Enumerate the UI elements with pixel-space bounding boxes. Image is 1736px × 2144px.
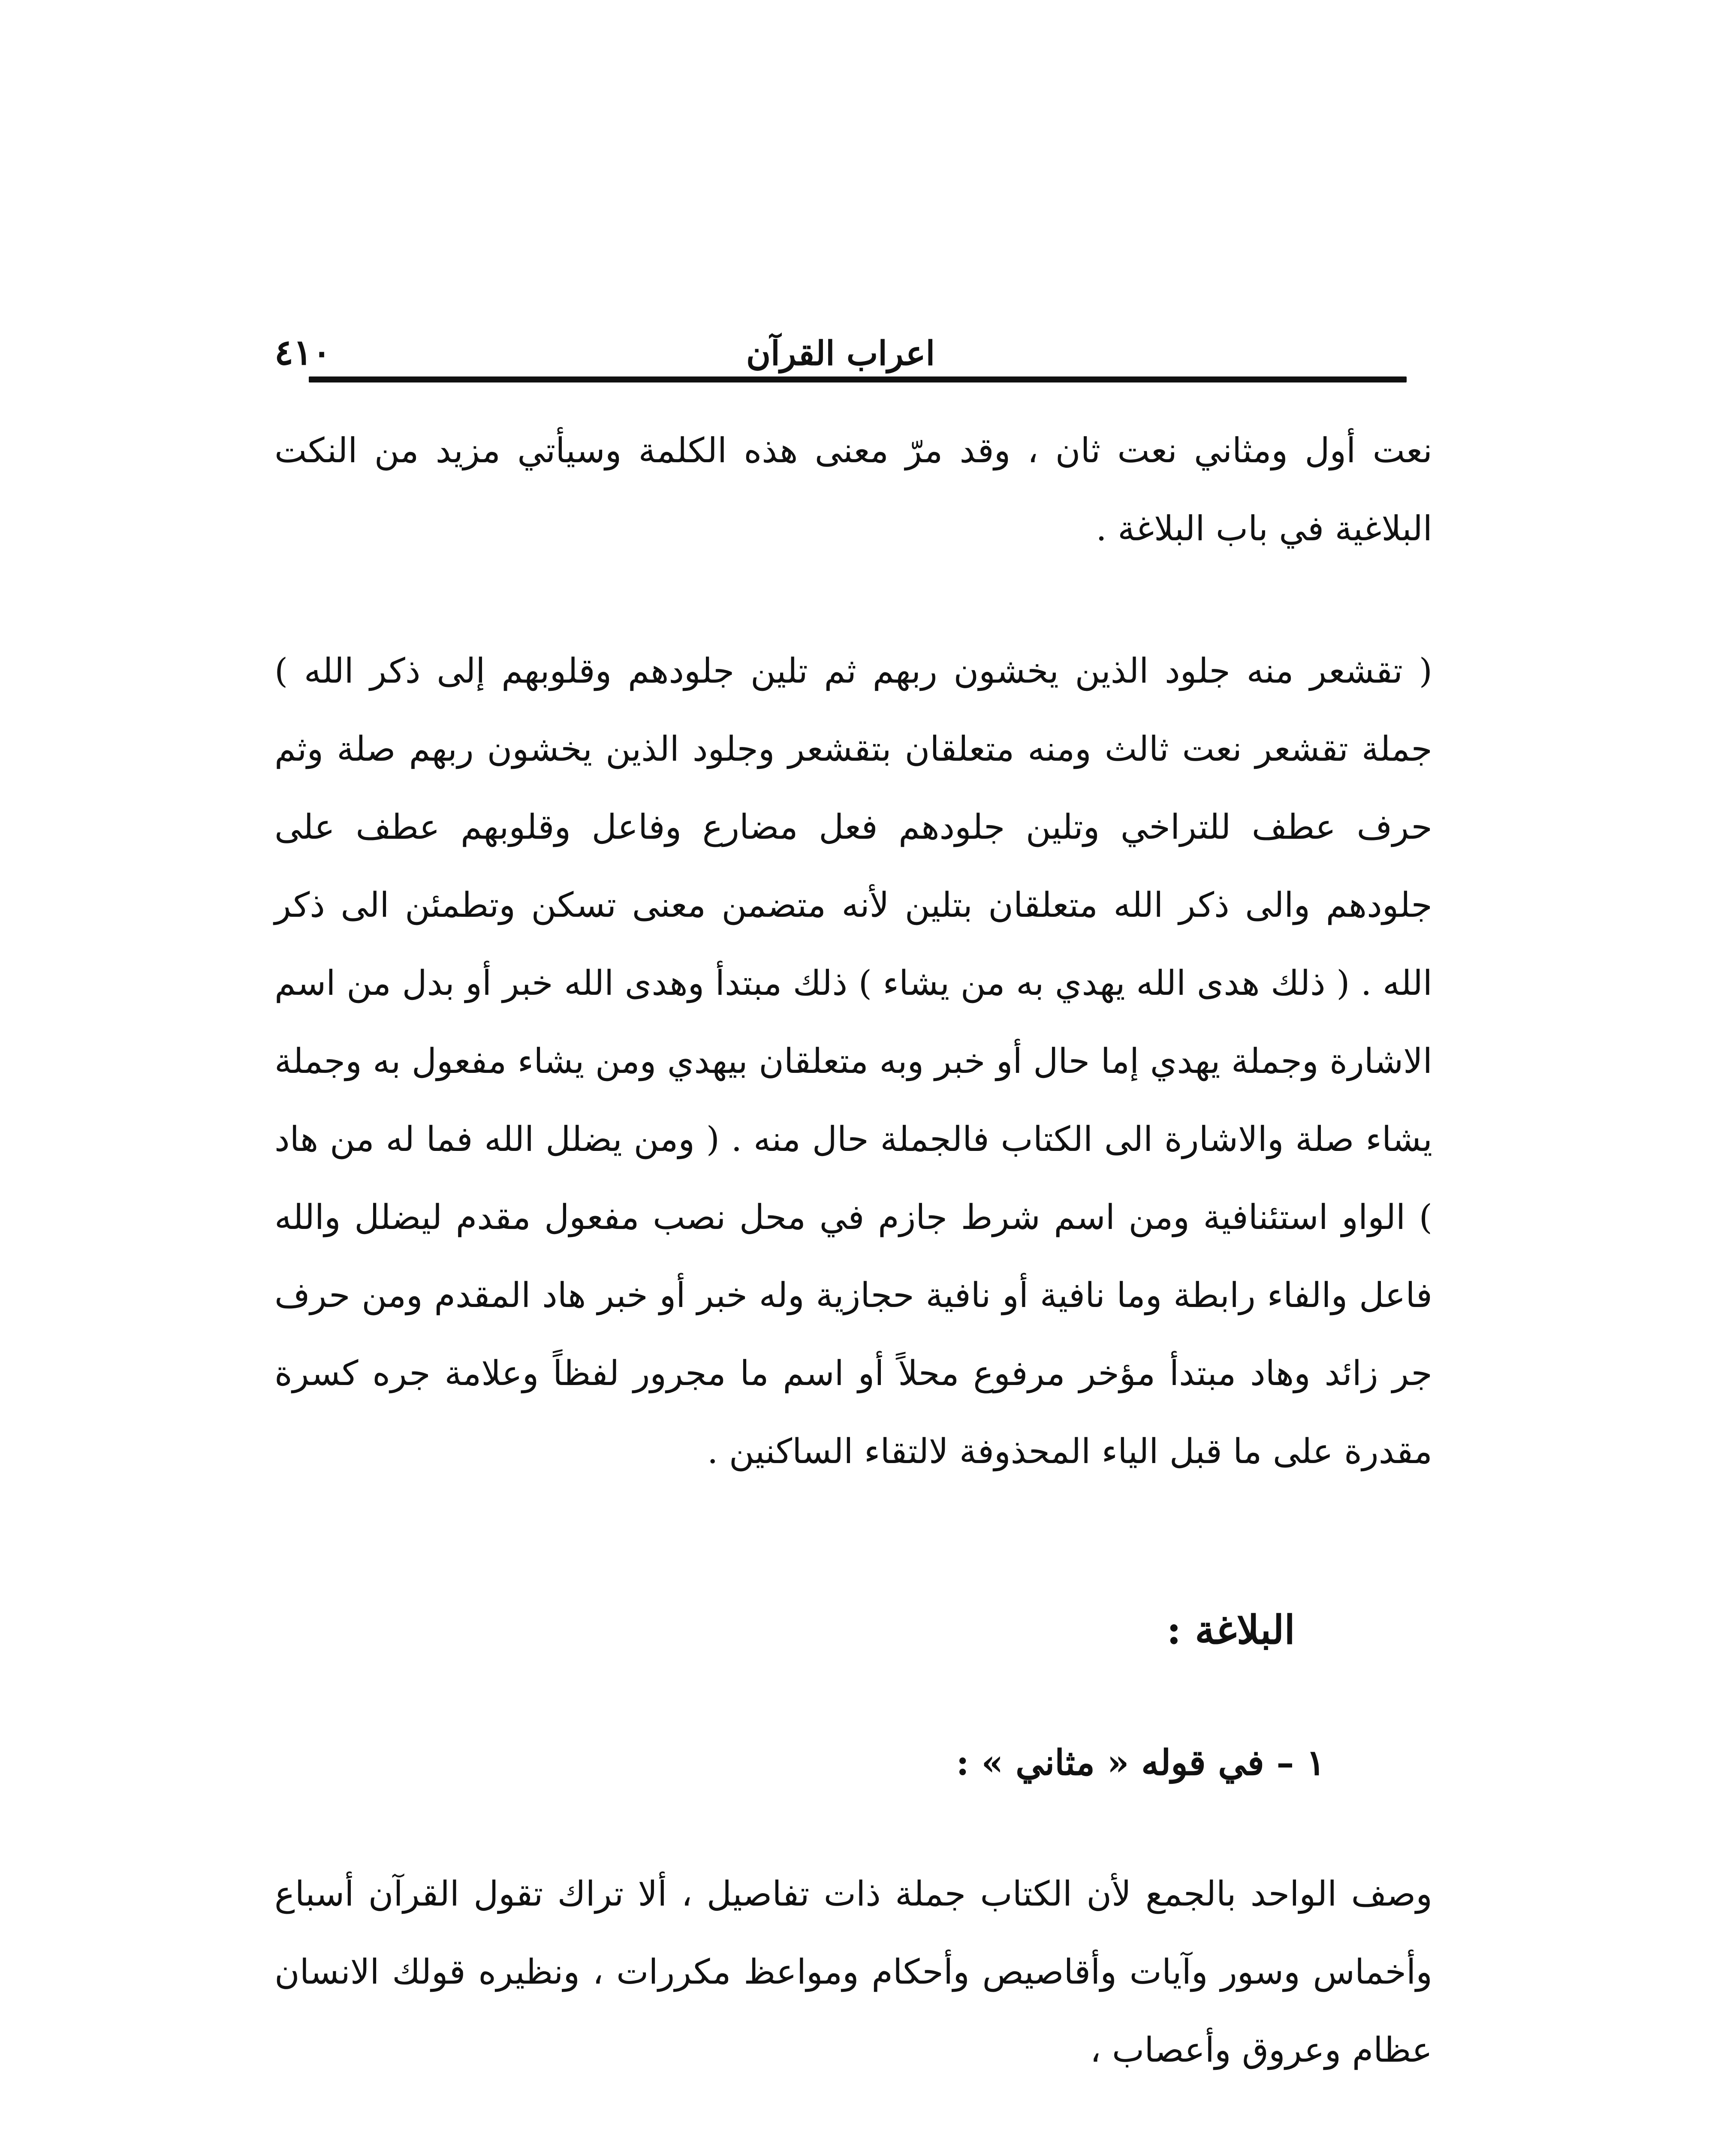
- book-title: اعراب القرآن: [746, 334, 935, 373]
- grammar-analysis-paragraph: ( تقشعر منه جلود الذين يخشون ربهم ثم تلين جلودهم وقلوبهم إلى ذكر الله ) جملة تقشعر نعت ثالث ومنه متعلقان بتقشعر وجلود الذين يخشون ربهم صلة وثم حرف عطف للتراخي وتلين جلودهم فعل مضارع وفاعل وقلوبهم عطف على جلودهم والى ذكر الله متعلقان بتلين لأنه متضمن معنى تسكن وتطمئن الى ذكر الله . ( ذلك هدى الله يهدي به من يشاء ) ذلك مبتدأ وهدى الله خبر أو بدل من اسم الاشارة وجملة يهدي إما حال أو خبر وبه متعلقان بيهدي ومن يشاء مفعول به وجملة يشاء صلة والاشارة الى الكتاب فالجملة حال منه . ( ومن يضلل الله فما له من هاد ) الواو استئنافية ومن اسم شرط جازم في محل نصب مفعول مقدم ليضلل والله فاعل والفاء رابطة وما نافية أو نافية حجازية وله خبر أو خبر هاد المقدم ومن حرف جر زائد وهاد مبتدأ مؤخر مرفوع محلاً أو اسم ما مجرور لفظاً وعلامة جره كسرة مقدرة على ما قبل الياء المحذوفة لالتقاء الساكنين .: [274, 651, 1433, 1471]
- item-heading: ١ – في قوله « مثاني » :: [956, 1742, 1325, 1783]
- header-divider: [309, 376, 1407, 382]
- intro-paragraph: نعت أول ومثاني نعت ثان ، وقد مرّ معنى هذه الكلمة وسيأتي مزيد من النكت البلاغية في باب البلاغة .: [274, 431, 1432, 548]
- rhetoric-paragraph: وصف الواحد بالجمع لأن الكتاب جملة ذات تفاصيل ، ألا تراك تقول القرآن أسباع وأخماس وسور وآيات وأقاصيص وأحكام ومواعظ مكررات ، ونظيره قولك الانسان عظام وعروق وأعصاب ،: [274, 1874, 1432, 2070]
- page-number: ٤١٠: [274, 332, 332, 373]
- running-header: [274, 300, 1407, 373]
- page-body: [274, 412, 1432, 2089]
- section-heading: البلاغة :: [1166, 1607, 1295, 1653]
